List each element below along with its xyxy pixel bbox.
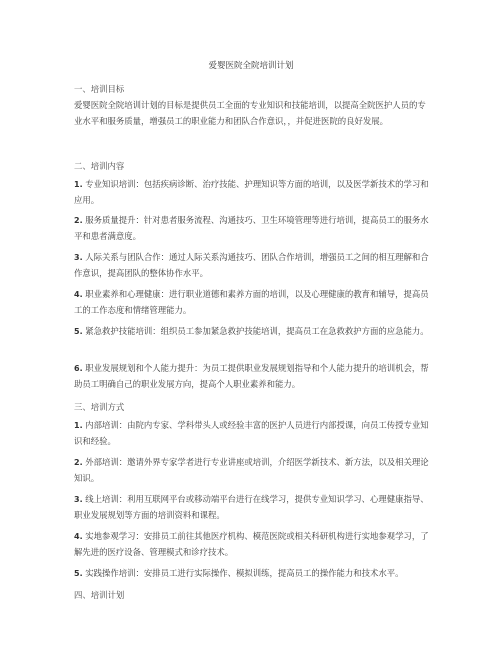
list-item-text: 专业知识培训：包括疾病诊断、治疗技能、护理知识等方面的培训，以及医学新技术的学习和应用。 — [74, 179, 429, 205]
section-heading-goals: 一、培训目标 — [74, 84, 125, 94]
list-item-text: 实践操作培训：安排员工进行实际操作、模拟训练，提高员工的操作能力和技术水平。 — [85, 568, 404, 578]
section-heading-plan: 四、培训计划 — [74, 590, 125, 600]
list-item — [74, 213, 430, 244]
list-item — [74, 418, 430, 449]
list-item-number: 6. — [74, 364, 83, 373]
list-item-number: 2. — [74, 216, 83, 225]
list-item-number: 1. — [74, 180, 83, 189]
list-item — [74, 455, 430, 486]
list-item-text: 实地参观学习：安排员工前往其他医疗机构、模范医院或相关科研机构进行实地参观学习，了解先进的医疗设备、管理模式和诊疗技术。 — [74, 531, 429, 557]
list-item-text: 职业素养和心理健康：进行职业道德和素养方面的培训，以及心理健康的教育和辅导，提高员工的工作态度和情绪管理能力。 — [74, 289, 429, 315]
list-item — [74, 529, 430, 560]
list-item-text: 内部培训：由院内专家、学科带头人或经验丰富的医护人员进行内部授课，向员工传授专业知识和经验。 — [74, 420, 429, 446]
list-item-text: 服务质量提升：针对患者服务流程、沟通技巧、卫生环境管理等进行培训，提高员工的服务水平和患者满意度。 — [74, 215, 429, 241]
paragraph-goals: 爱婴医院全院培训计划的目标是提供员工全面的专业知识和技能培训，以提高全院医护人员的专业水平和服务质量，增强员工的职业能力和团队合作意识，，并促进医院的良好发展。 — [74, 100, 426, 126]
list-item — [74, 250, 430, 281]
list-item — [74, 177, 430, 208]
list-item-text: 人际关系与团队合作：通过人际关系沟通技巧、团队合作培训，增强员工之间的相互理解和合作意识，提高团队的整体协作水平。 — [74, 252, 429, 278]
list-item — [74, 361, 430, 392]
section-heading-methods: 三、培训方式 — [74, 402, 125, 412]
list-item-number: 3. — [74, 495, 83, 504]
list-item — [74, 287, 430, 318]
list-item-number: 1. — [74, 421, 83, 430]
section-heading-content: 二、培训内容 — [74, 161, 125, 171]
list-item-number: 4. — [74, 532, 83, 541]
list-item-text: 紧急救护技能培训：组织员工参加紧急救护技能培训，提高员工在急救救护方面的应急能力。 — [85, 326, 429, 336]
list-item-text: 职业发展规划和个人能力提升：为员工提供职业发展规划指导和个人能力提升的培训机会，帮助员工明确自己的职业发展方向，提高个人职业素养和能力。 — [74, 363, 429, 389]
list-item-number: 4. — [74, 290, 83, 299]
list-item-number: 2. — [74, 458, 83, 467]
list-item-text: 外部培训：邀请外界专家学者进行专业讲座或培训，介绍医学新技术、新方法，以及相关理论知识。 — [74, 457, 429, 483]
list-item-number: 5. — [74, 569, 83, 578]
list-item — [74, 324, 430, 340]
document-title: 爱婴医院全院培训计划 — [208, 61, 294, 71]
list-item-number: 3. — [74, 253, 83, 262]
list-item — [74, 492, 430, 523]
list-item-text: 线上培训：利用互联网平台或移动端平台进行在线学习，提供专业知识学习、心理健康指导、职业发展规划等方面的培训资料和课程。 — [74, 494, 429, 520]
list-item-number: 5. — [74, 327, 83, 336]
list-item — [74, 566, 430, 582]
